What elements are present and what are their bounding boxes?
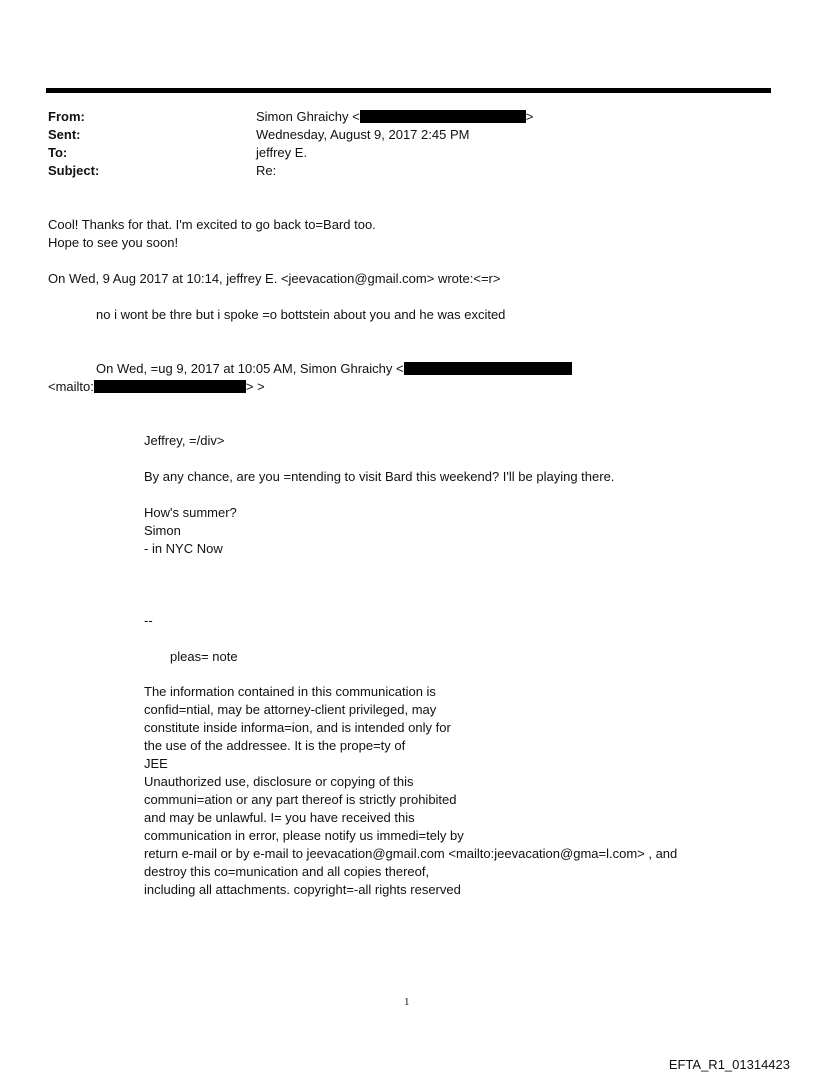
header-rule bbox=[46, 88, 771, 93]
to-label: To: bbox=[48, 145, 68, 160]
quote2-mailto-text: <mailto: bbox=[48, 379, 94, 394]
greeting-jeffrey: Jeffrey, =/div> bbox=[144, 433, 225, 448]
redaction-box bbox=[360, 110, 526, 123]
disclaimer-line: and may be unlawful. I= you have received this bbox=[144, 810, 415, 825]
sent-value: Wednesday, August 9, 2017 2:45 PM bbox=[256, 127, 470, 142]
quote1-intro: On Wed, 9 Aug 2017 at 10:14, jeffrey E. <jeevacation@gmail.com> wrote:<=r> bbox=[48, 271, 501, 286]
disclaimer-line: JEE bbox=[144, 756, 168, 771]
quote1-text: no i wont be thre but i spoke =o bottstein about you and he was excited bbox=[96, 307, 506, 322]
from-name: Simon Ghraichy < bbox=[256, 109, 360, 124]
quote2-intro bbox=[96, 361, 572, 377]
from-value bbox=[256, 109, 533, 125]
subject-value: Re: bbox=[256, 163, 277, 178]
redaction-box bbox=[404, 362, 572, 375]
disclaimer-line: communi=ation or any part thereof is strictly prohibited bbox=[144, 792, 457, 807]
disclaimer-line: including all attachments. copyright=-all rights reserved bbox=[144, 882, 461, 897]
page-number: 1 bbox=[404, 996, 410, 1008]
disclaimer-line: destroy this co=munication and all copies thereof, bbox=[144, 864, 430, 879]
reply-line-1: Cool! Thanks for that. I'm excited to go back to=Bard too. bbox=[48, 217, 376, 232]
subject-label: Subject: bbox=[48, 163, 100, 178]
quote2-close: > > bbox=[245, 379, 265, 394]
document-id: EFTA_R1_01314423 bbox=[668, 1057, 790, 1072]
signature-simon: Simon bbox=[144, 523, 181, 538]
from-close: > bbox=[525, 109, 534, 124]
disclaimer-line: communication in error, please notify us immedi=tely by bbox=[144, 828, 464, 843]
summer-line: How's summer? bbox=[144, 505, 237, 520]
disclaimer-line: Unauthorized use, disclosure or copying of this bbox=[144, 774, 414, 789]
reply-line-2: Hope to see you soon! bbox=[48, 235, 179, 250]
disclaimer-line: the use of the addressee. It is the prope=ty of bbox=[144, 738, 406, 753]
sent-label: Sent: bbox=[48, 127, 81, 142]
disclaimer-line: confid=ntial, may be attorney-client privileged, may bbox=[144, 702, 437, 717]
disclaimer-line: The information contained in this communication is bbox=[144, 684, 436, 699]
question-line: By any chance, are you =ntending to visit Bard this weekend? I'll be playing there. bbox=[144, 469, 615, 484]
quote2-intro-text: On Wed, =ug 9, 2017 at 10:05 AM, Simon Ghraichy < bbox=[96, 361, 404, 376]
signature-location: - in NYC Now bbox=[144, 541, 223, 556]
disclaimer-line: constitute inside informa=ion, and is intended only for bbox=[144, 720, 451, 735]
to-value: jeffrey E. bbox=[256, 145, 308, 160]
from-label: From: bbox=[48, 109, 85, 124]
disclaimer-line: return e-mail or by e-mail to jeevacation@gmail.com <mailto:jeevacation@gma=l.com> , and bbox=[144, 846, 678, 861]
quote2-mailto bbox=[48, 379, 265, 395]
signature-dashes: -- bbox=[144, 613, 153, 628]
redaction-box bbox=[94, 380, 246, 393]
please-note: pleas= note bbox=[170, 649, 238, 664]
